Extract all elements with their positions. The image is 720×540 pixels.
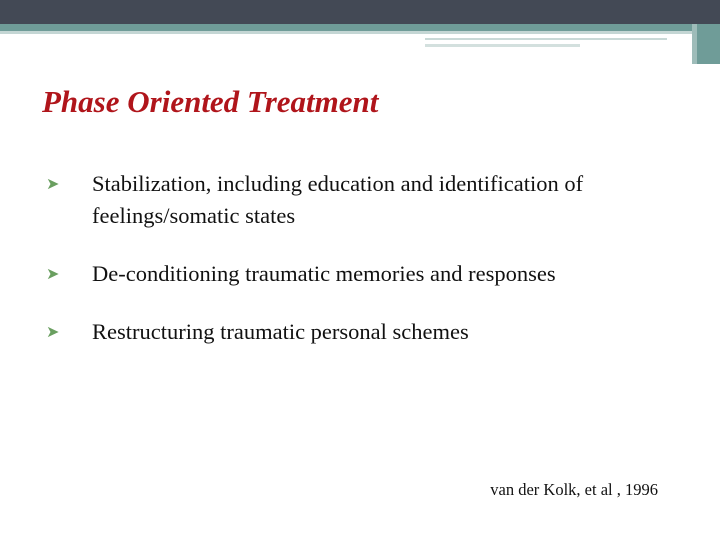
arrowhead-bullet-icon: ➤ xyxy=(46,264,60,283)
header-band-teal xyxy=(0,24,720,31)
bullet-text: Restructuring traumatic personal schemes xyxy=(92,319,469,344)
arrowhead-bullet-icon: ➤ xyxy=(46,174,60,193)
slide-title: Phase Oriented Treatment xyxy=(42,84,379,119)
bullet-item xyxy=(46,168,606,232)
bullet-list xyxy=(46,168,606,374)
corner-tab xyxy=(697,24,720,64)
bullet-item xyxy=(46,258,606,290)
header-band-light xyxy=(0,31,720,34)
bullet-text: Stabilization, including education and identification of feelings/somatic states xyxy=(92,171,584,228)
citation: van der Kolk, et al , 1996 xyxy=(490,480,658,499)
header-stripe xyxy=(425,38,667,40)
bullet-text: De-conditioning traumatic memories and responses xyxy=(92,261,556,286)
header-band-dark xyxy=(0,0,720,24)
bullet-item xyxy=(46,316,606,348)
header-stripe xyxy=(425,44,580,47)
arrowhead-bullet-icon: ➤ xyxy=(46,322,60,341)
